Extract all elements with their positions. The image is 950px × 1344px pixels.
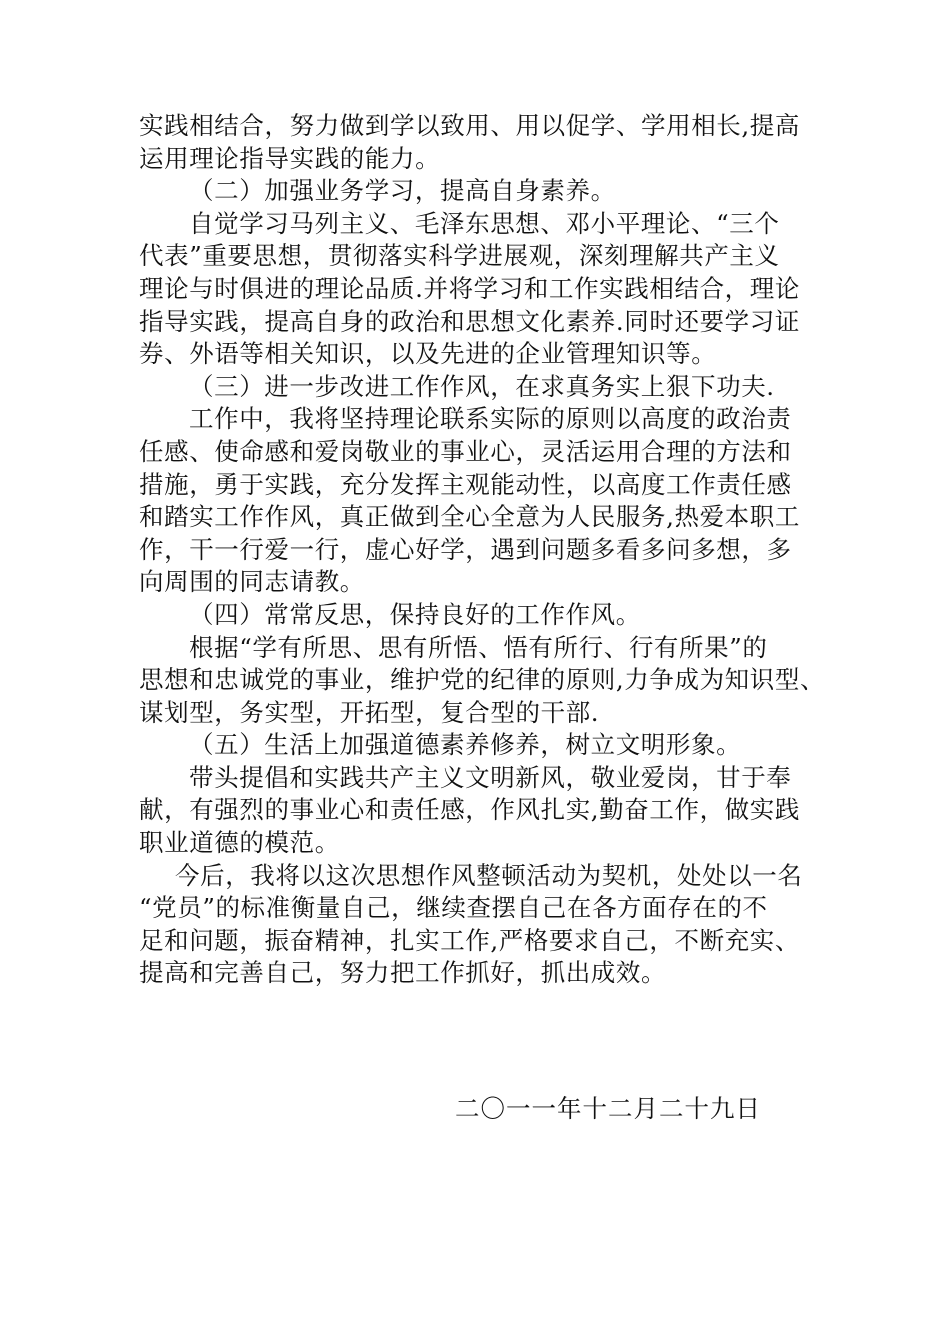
text-line: 献，有强烈的事业心和责任感，作风扎实,勤奋工作，做实践 (139, 795, 800, 825)
text-line: 谋划型，务实型，开拓型，复合型的干部. (139, 697, 600, 727)
text-line: “党员”的标准衡量自己，继续查摆自己在各方面存在的不 (139, 893, 768, 923)
text-line: 运用理论指导实践的能力。 (139, 143, 441, 173)
section-heading-4: （四）常常反思，保持良好的工作作风。 (189, 599, 641, 629)
section-heading-5: （五）生活上加强道德素养修养，树立文明形象。 (189, 730, 742, 760)
text-line: 指导实践，提高自身的政治和思想文化素养.同时还要学习证 (139, 306, 800, 336)
document-body (139, 110, 839, 990)
text-line: 足和问题，振奋精神，扎实工作,严格要求自己，不断充实、 (139, 925, 800, 955)
section-heading-2: （二）加强业务学习，提高自身素养。 (189, 176, 616, 206)
text-line: 代表”重要思想，贯彻落实科学进展观，深刻理解共产主义 (139, 241, 780, 271)
text-line: 向周围的同志请教。 (139, 567, 365, 597)
text-line: 今后，我将以这次思想作风整顿活动为契机，处处以一名 (175, 860, 803, 890)
text-line: 根据“学有所思、思有所悟、悟有所行、行有所果”的 (189, 632, 768, 662)
section-heading-3: （三）进一步改进工作作风，在求真务实上狠下功夫. (189, 371, 775, 401)
text-line: 措施，勇于实践，充分发挥主观能动性，以高度工作责任感 (139, 469, 792, 499)
text-line: 实践相结合，努力做到学以致用、用以促学、学用相长,提高 (139, 111, 800, 140)
text-line: 自觉学习马列主义、毛泽东思想、邓小平理论、“三个 (189, 208, 780, 238)
document-date: 二〇一一年十二月二十九日 (455, 1094, 761, 1123)
text-line: 作，干一行爱一行，虚心好学，遇到问题多看多问多想，多 (139, 534, 792, 564)
text-line: 工作中，我将坚持理论联系实际的原则以高度的政治责 (189, 404, 792, 434)
text-line: 任感、使命感和爱岗敬业的事业心，灵活运用合理的方法和 (139, 436, 792, 466)
text-line: 思想和忠诚党的事业，维护党的纪律的原则,力争成为知识型、 (139, 665, 826, 695)
text-line: 职业道德的模范。 (139, 828, 340, 858)
text-line: 和踏实工作作风，真正做到全心全意为人民服务,热爱本职工 (139, 502, 800, 532)
text-line: 带头提倡和实践共产主义文明新风，敬业爱岗，甘于奉 (189, 762, 792, 792)
text-line: 理论与时俱进的理论品质.并将学习和工作实践相结合，理论 (139, 273, 800, 303)
text-line: 提高和完善自己，努力把工作抓好，抓出成效。 (139, 958, 667, 988)
text-line: 券、外语等相关知识，以及先进的企业管理知识等。 (139, 339, 717, 369)
